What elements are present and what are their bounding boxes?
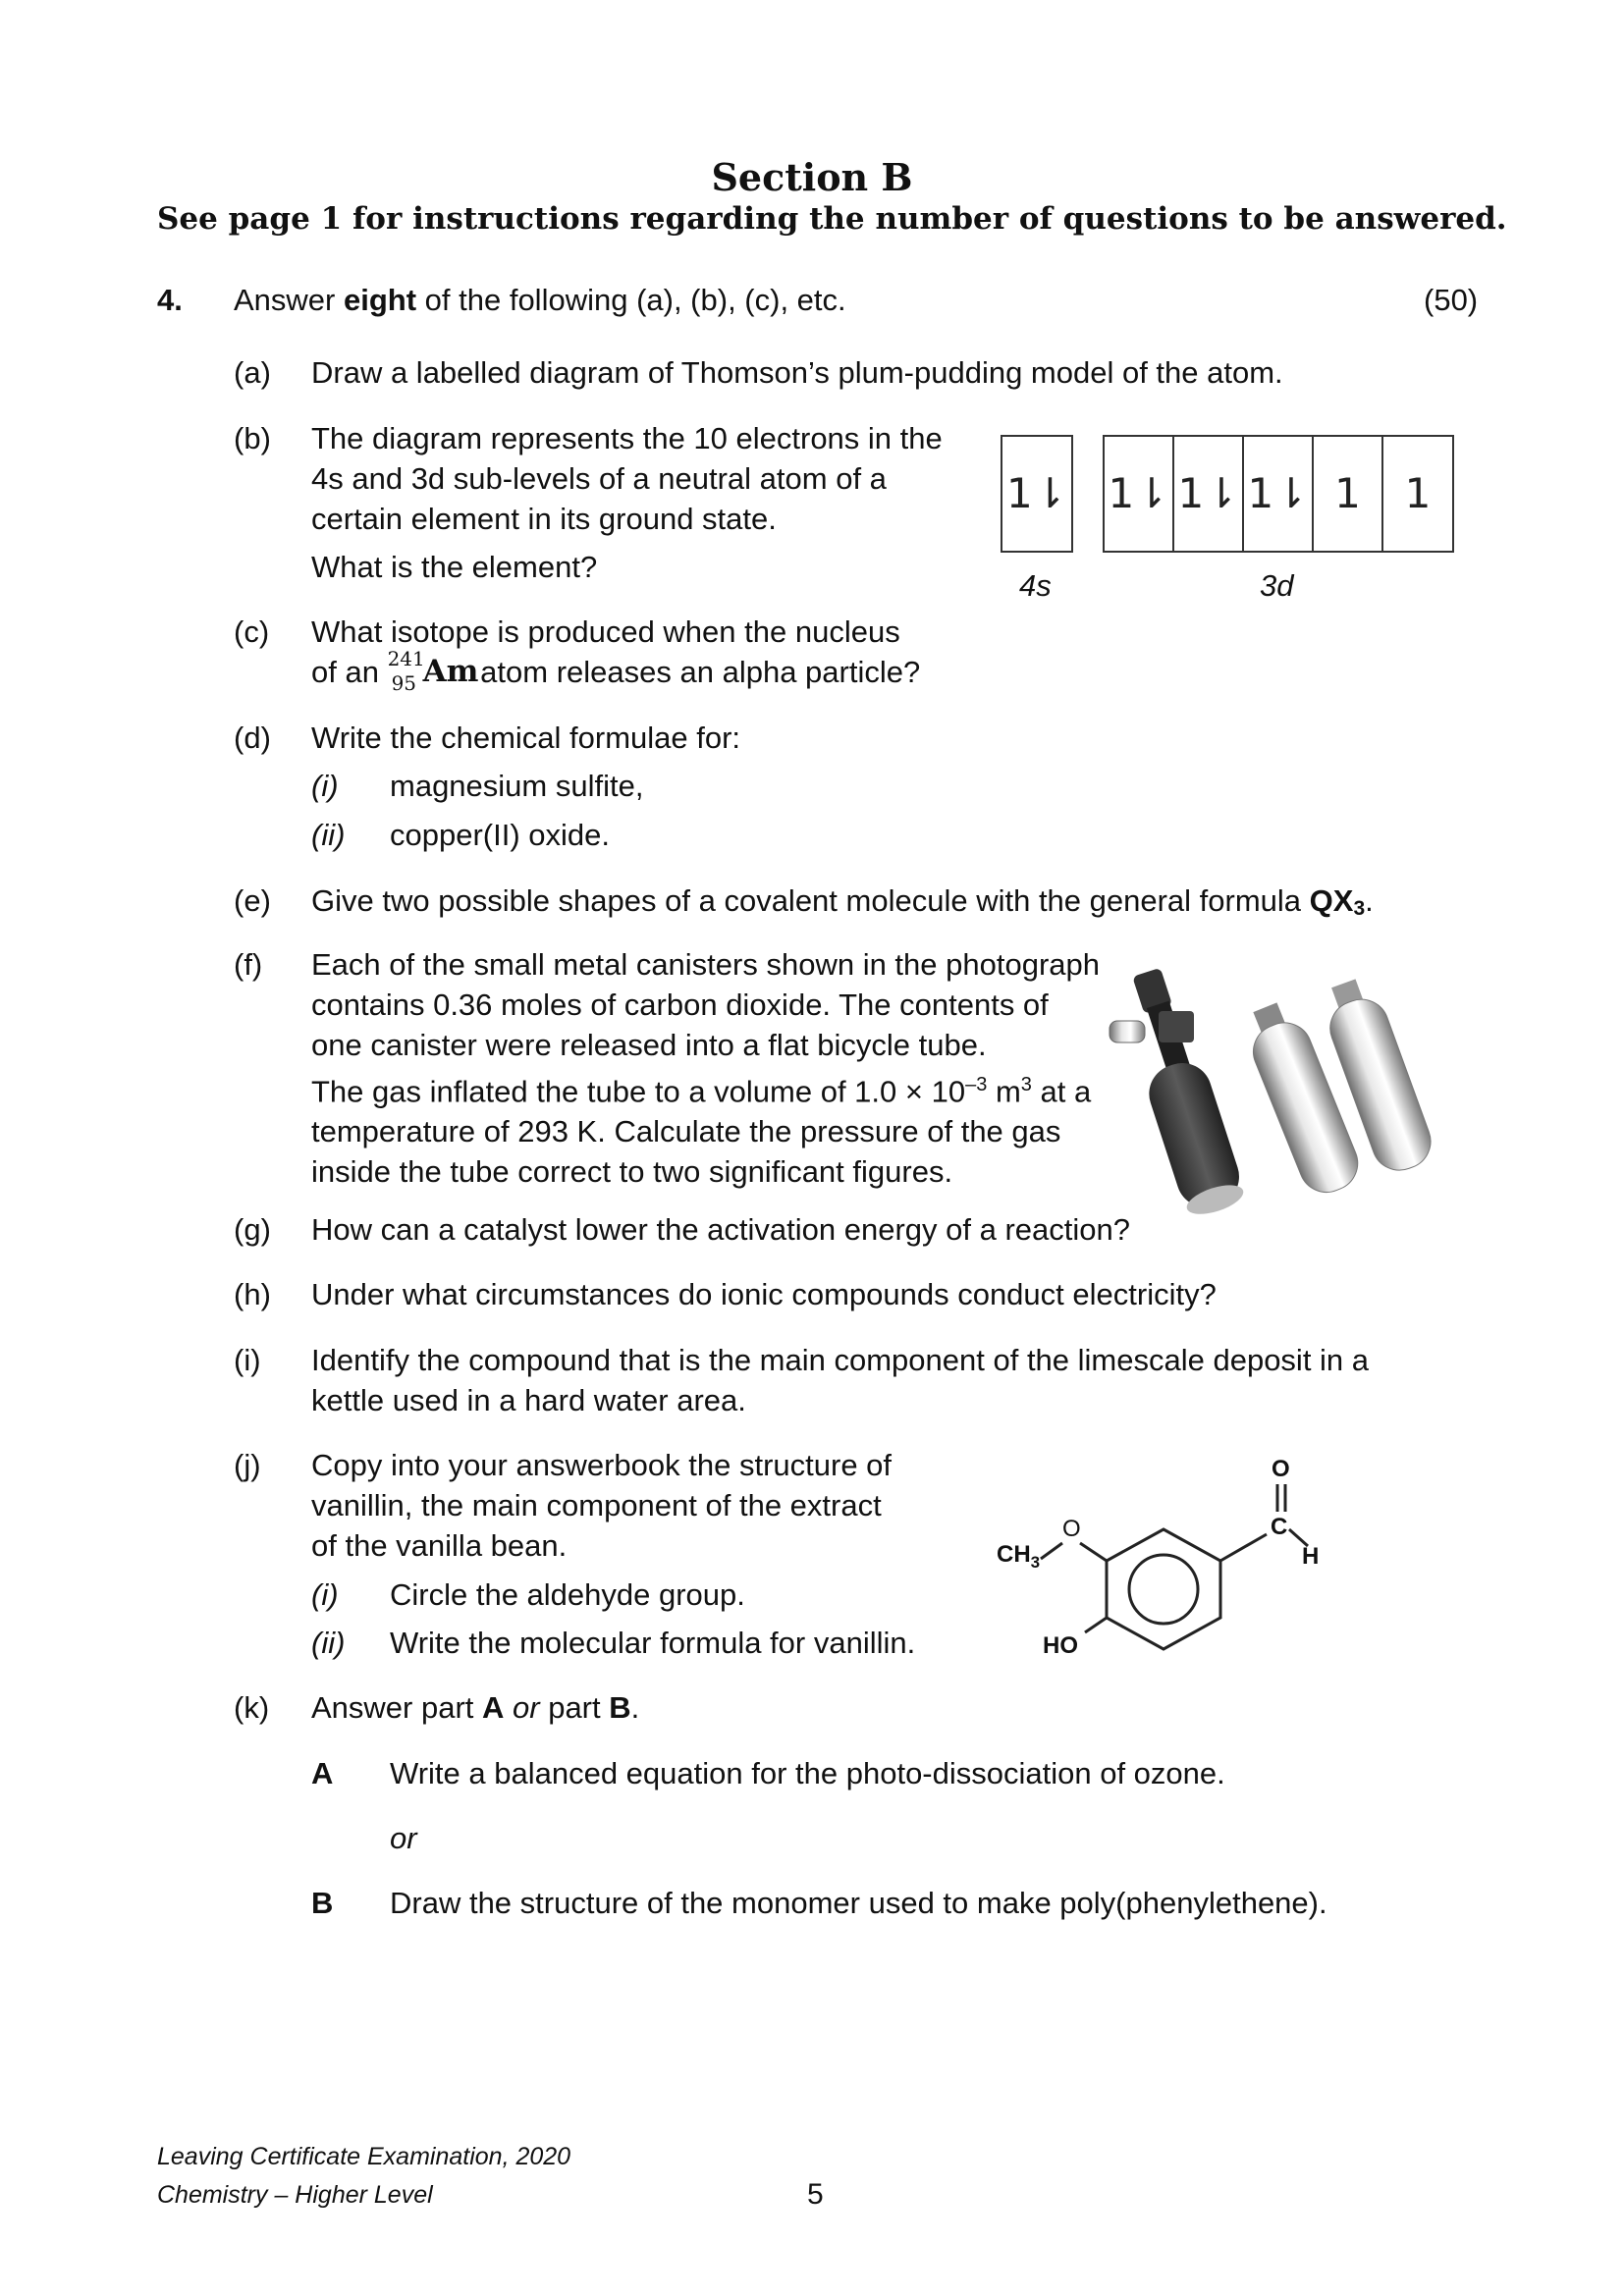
part-j-label: (j)	[234, 1448, 261, 1482]
unit-exponent: 3	[1020, 1074, 1032, 1095]
orbital-cell: 1⇂	[1244, 437, 1314, 551]
methyl-subscript: 3	[1030, 1552, 1041, 1572]
part-k-text	[311, 1687, 639, 1728]
part-j-ii-label: (ii)	[311, 1626, 346, 1660]
inflator-device	[1111, 964, 1248, 1220]
part-f-line	[311, 1065, 1100, 1111]
part-d-ii-label: (ii)	[311, 818, 346, 852]
formula: QX	[1309, 883, 1354, 918]
part-e-text	[311, 881, 1374, 929]
part-k-pre: Answer part	[311, 1690, 483, 1725]
part-k-A-text: Write a balanced equation for the photo-dissociation of ozone.	[390, 1756, 1225, 1790]
mass-number: 241	[387, 647, 425, 670]
label-3d: 3d	[1260, 568, 1294, 603]
part-j-ii-text: Write the molecular formula for vanillin.	[390, 1626, 916, 1660]
part-j-i-label: (i)	[311, 1577, 339, 1612]
part-e-end: .	[1365, 883, 1374, 918]
part-b-line: 4s and 3d sub-levels of a neutral atom of a	[311, 461, 887, 496]
atom-h: H	[1302, 1543, 1320, 1570]
page-number: 5	[807, 2178, 824, 2211]
part-b-label: (b)	[234, 421, 271, 455]
part-k-B-label: B	[311, 1886, 334, 1920]
part-k-a: A	[482, 1690, 505, 1725]
part-f-label: (f)	[234, 947, 263, 982]
part-e-body: Give two possible shapes of a covalent molecule with the general formula	[311, 883, 1310, 918]
orbital-box-4s	[1001, 435, 1073, 553]
part-d-text: Write the chemical formulae for:	[311, 721, 741, 755]
part-k-or: or	[390, 1821, 417, 1855]
part-f-line: Each of the small metal canisters shown in the photograph	[311, 947, 1101, 982]
methyl-text: CH	[997, 1541, 1031, 1568]
part-k-post: part	[548, 1690, 610, 1725]
part-i-text	[311, 1340, 1369, 1420]
exponent: –3	[965, 1074, 988, 1095]
part-i-line: kettle used in a hard water area.	[311, 1383, 746, 1417]
atom-o-ether: O	[1062, 1516, 1081, 1542]
unit: m	[987, 1074, 1021, 1109]
part-k-A-label: A	[311, 1756, 334, 1790]
part-b-question: What is the element?	[311, 550, 598, 584]
part-a-label: (a)	[234, 355, 271, 390]
footer-subject: Chemistry – Higher Level	[157, 2181, 433, 2209]
orbital-cell: 1	[1314, 437, 1383, 551]
part-f-line-end: at a	[1031, 1074, 1092, 1109]
part-j-i-text: Circle the aldehyde group.	[390, 1577, 745, 1612]
part-d-i-text: magnesium sulfite,	[390, 769, 644, 803]
part-i-label: (i)	[234, 1343, 261, 1377]
marks: (50)	[1424, 283, 1479, 317]
part-f-line-body: The gas inflated the tube to a volume of 1.0 × 10	[311, 1074, 966, 1109]
part-b-line: The diagram represents the 10 electrons in the	[311, 421, 943, 455]
part-a-text: Draw a labelled diagram of Thomson’s plum-pudding model of the atom.	[311, 355, 1283, 390]
co2-canister-photo	[1090, 942, 1463, 1227]
nuclide-notation	[387, 647, 479, 695]
part-b-line: certain element in its ground state.	[311, 502, 777, 536]
part-h-text: Under what circumstances do ionic compounds conduct electricity?	[311, 1277, 1217, 1311]
question-number: 4.	[157, 283, 183, 317]
part-k-end: .	[630, 1690, 640, 1725]
hydroxyl-group: HO	[1043, 1632, 1078, 1659]
part-c-label: (c)	[234, 614, 270, 649]
part-f-line: inside the tube correct to two significant figures.	[311, 1154, 953, 1190]
element-symbol: Am	[422, 654, 479, 689]
benzene-ring	[1107, 1529, 1220, 1649]
part-e-label: (e)	[234, 883, 271, 918]
part-g-text: How can a catalyst lower the activation energy of a reaction?	[311, 1212, 1131, 1247]
atomic-number: 95	[391, 671, 417, 695]
part-k-b: B	[609, 1690, 631, 1725]
part-d-ii-text: copper(II) oxide.	[390, 818, 610, 852]
part-k-or: or	[504, 1690, 549, 1725]
label-4s: 4s	[1019, 568, 1052, 603]
intro-text-end: of the following (a), (b), (c), etc.	[416, 283, 846, 317]
part-j-line: Copy into your answerbook the structure of	[311, 1448, 893, 1482]
orbital-cell: 1	[1404, 469, 1432, 517]
part-f-text	[311, 944, 1100, 1192]
part-j-text	[311, 1445, 892, 1566]
part-d-i-label: (i)	[311, 769, 339, 803]
part-f-line: contains 0.36 moles of carbon dioxide. The contents of	[311, 988, 1049, 1022]
bonds	[1041, 1484, 1308, 1632]
part-c-line1: What isotope is produced when the nucleus	[311, 614, 900, 649]
section-instructions: See page 1 for instructions regarding the number of questions to be answered.	[157, 201, 1507, 237]
formula-subscript: 3	[1353, 897, 1366, 920]
part-j-line: of the vanilla bean.	[311, 1528, 568, 1563]
vanillin-structure	[992, 1453, 1320, 1669]
footer-exam: Leaving Certificate Examination, 2020	[157, 2143, 571, 2170]
part-k-B-text: Draw the structure of the monomer used to make poly(phenylethene).	[390, 1886, 1327, 1920]
part-g-label: (g)	[234, 1212, 271, 1247]
part-f-line: temperature of 293 K. Calculate the pressure of the gas	[311, 1114, 1061, 1149]
part-b-text	[311, 418, 943, 539]
orbital-cell: 1⇂	[1105, 437, 1174, 551]
question-intro	[234, 280, 846, 320]
orbital-box-3d	[1103, 435, 1454, 553]
orbital-cell: 1⇂	[1006, 469, 1067, 517]
methyl-group	[997, 1541, 1040, 1573]
orbital-cell: 1⇂	[1174, 437, 1244, 551]
part-j-line: vanillin, the main component of the extract	[311, 1488, 882, 1522]
part-f-line: one canister were released into a flat bicycle tube.	[311, 1028, 987, 1062]
part-c-text-end: atom releases an alpha particle?	[471, 655, 921, 689]
atom-c: C	[1271, 1514, 1288, 1540]
part-d-label: (d)	[234, 721, 271, 755]
part-i-line: Identify the compound that is the main component of the limescale deposit in a	[311, 1343, 1370, 1377]
part-h-label: (h)	[234, 1277, 271, 1311]
intro-bold: eight	[343, 283, 417, 317]
intro-text: Answer	[234, 283, 344, 317]
section-title: Section B	[711, 155, 913, 199]
part-k-label: (k)	[234, 1690, 270, 1725]
part-c-text: of an	[311, 655, 388, 689]
atom-o-carbonyl: O	[1272, 1456, 1290, 1482]
part-c-line2	[311, 647, 921, 695]
